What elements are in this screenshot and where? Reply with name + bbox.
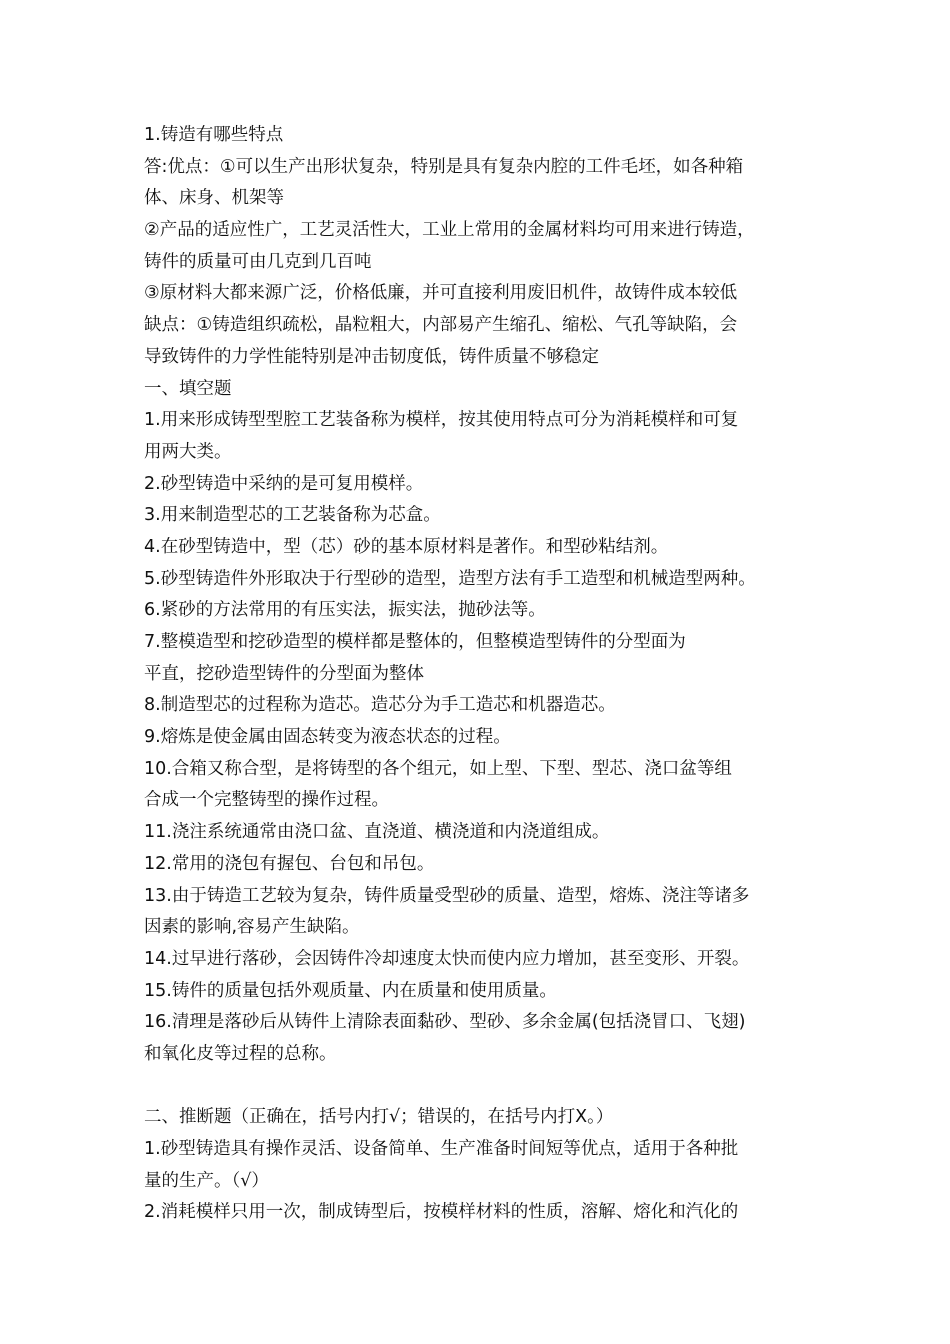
document-body [144, 120, 820, 1229]
fill-item-4: 4.在砂型铸造中，型（芯）砂的基本原材料是著作。和型砂粘结剂。 [144, 536, 669, 557]
disadvantages-line-2: 导致铸件的力学性能特别是冲击韧度低，铸件质量不够稳定 [144, 346, 599, 367]
judge-item-1-line-1: 1.砂型铸造具有操作灵活、设备简单、生产准备时间短等优点，适用于各种批 [144, 1139, 739, 1159]
disadvantages-line-1: 缺点：①铸造组织疏松，晶粒粗大，内部易产生缩孔、缩松、气孔等缺陷，会 [144, 315, 738, 336]
fill-item-10-line-1: 10.合箱又称合型，是将铸型的各个组元，如上型、下型、型芯、浇口盆等组 [144, 758, 732, 779]
fill-item-2: 2.砂型铸造中采纳的是可复用模样。 [144, 473, 424, 494]
judge-item-1-line-2: 量的生产。（√） [144, 1170, 269, 1191]
fill-item-9: 9.熔炼是使金属由固态转变为液态状态的过程。 [144, 727, 511, 748]
fill-item-7-line-2: 平直，挖砂造型铸件的分型面为整体 [144, 663, 424, 684]
advantage-2-line-2: 铸件的质量可由几克到几百吨 [144, 251, 372, 272]
answer-advantages-line-2: 体、床身、机架等 [144, 188, 284, 209]
fill-item-11: 11.浇注系统通常由浇口盆、直浇道、横浇道和内浇道组成。 [144, 822, 610, 843]
fill-item-6: 6.紧砂的方法常用的有压实法，振实法，抛砂法等。 [144, 600, 546, 621]
fill-item-13-line-2: 因素的影响,容易产生缺陷。 [144, 917, 360, 938]
fill-item-16-line-1: 16.清理是落砂后从铸件上清除表面黏砂、型砂、多余金属(包括浇冒口、飞翅) [144, 1012, 746, 1033]
advantage-2-line-1: ②产品的适应性广，工艺灵活性大，工业上常用的金属材料均可用来进行铸造， [144, 220, 755, 241]
section-heading-judgement: 二、推断题（正确在，括号内打√；错误的，在括号内打X。） [144, 1107, 614, 1128]
fill-item-1-line-1: 1.用来形成铸型型腔工艺装备称为模样，按其使用特点可分为消耗模样和可复 [144, 410, 739, 431]
answer-advantages-line-1: 答:优点：①可以生产出形状复杂，特别是具有复杂内腔的工件毛坯，如各种箱 [144, 156, 744, 177]
fill-item-1-line-2: 用两大类。 [144, 441, 232, 462]
fill-item-3: 3.用来制造型芯的工艺装备称为芯盒。 [144, 505, 441, 526]
fill-item-10-line-2: 合成一个完整铸型的操作过程。 [144, 790, 389, 811]
fill-item-16-line-2: 和氧化皮等过程的总称。 [144, 1043, 337, 1064]
fill-item-13-line-1: 13.由于铸造工艺较为复杂，铸件质量受型砂的质量、造型，熔炼、浇注等诸多 [144, 885, 750, 906]
fill-item-7-line-1: 7.整模造型和挖砂造型的模样都是整体的，但整模造型铸件的分型面为 [144, 632, 686, 652]
blank-line [144, 1071, 820, 1103]
section-heading-fill-blank: 一、填空题 [144, 378, 232, 399]
fill-item-12: 12.常用的浇包有握包、台包和吊包。 [144, 853, 435, 874]
fill-item-8: 8.制造型芯的过程称为造芯。造芯分为手工造芯和机器造芯。 [144, 695, 616, 716]
judge-item-2-line-1: 2.消耗模样只用一次，制成铸型后，按模样材料的性质，溶解、熔化和汽化的 [144, 1202, 739, 1223]
fill-item-15: 15.铸件的质量包括外观质量、内在质量和使用质量。 [144, 980, 557, 1001]
question-heading: 1.铸造有哪些特点 [144, 125, 284, 145]
fill-item-5: 5.砂型铸造件外形取决于行型砂的造型，造型方法有手工造型和机械造型两种。 [144, 568, 756, 589]
fill-item-14: 14.过早进行落砂，会因铸件冷却速度太快而使内应力增加，甚至变形、开裂。 [144, 948, 750, 969]
advantage-3-line: ③原材料大都来源广泛，价格低廉，并可直接利用废旧机件，故铸件成本较低 [144, 283, 738, 304]
